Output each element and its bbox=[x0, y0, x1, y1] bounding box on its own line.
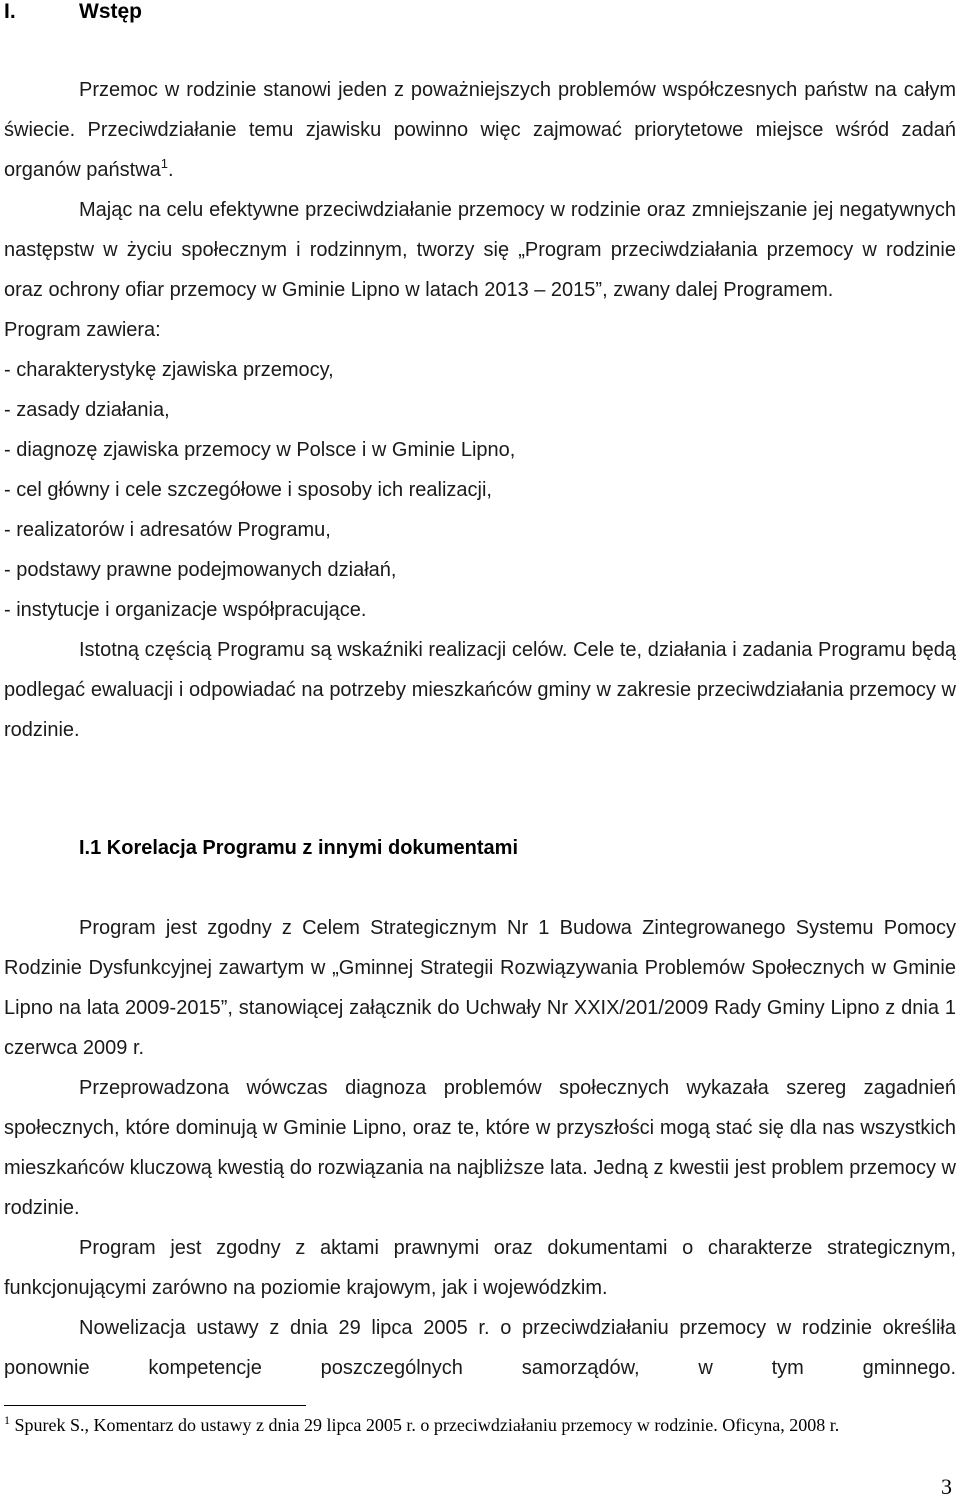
section-paragraph-4: Nowelizacja ustawy z dnia 29 lipca 2005 r. o przeciwdziałaniu przemocy w rodzinie określiła ponownie kompetencje poszczególnych samorządów, w tym gminnego. bbox=[4, 1317, 956, 1379]
section-heading: I.1 Korelacja Programu z innymi dokumentami bbox=[79, 837, 519, 859]
chapter-title: Wstęp bbox=[79, 0, 142, 23]
footnote-number: 1 bbox=[4, 1413, 10, 1427]
list-item: - cel główny i cele szczegółowe i sposoby ich realizacji, bbox=[4, 479, 492, 501]
intro-paragraph-2: Mając na celu efektywne przeciwdziałanie przemocy w rodzinie oraz zmniejszanie jej negatywnych następstw w życiu społecznym i rodzinnym, tworzy się „Program przeciwdziałania przemocy w rodzinie oraz ochrony ofiar przemocy w Gminie Lipno w latach 2013 – 2015”, zwany dalej Programem. bbox=[4, 199, 956, 301]
section-paragraph-2: Przeprowadzona wówczas diagnoza problemów społecznych wykazała szereg zagadnień społecznych, które dominują w Gminie Lipno, oraz te, które w przyszłości mogą stać się dla nas wszystkich mieszkańców kluczową kwestią do rozwiązania na najbliższe lata. Jedną z kwestii jest problem przemocy w rodzinie. bbox=[4, 1077, 956, 1219]
document-page bbox=[4, 0, 956, 1501]
footnote-text: Spurek S., Komentarz do ustawy z dnia 29 lipca 2005 r. o przeciwdziałaniu przemocy w rodzinie. Oficyna, 2008 r. bbox=[14, 1415, 840, 1435]
intro-paragraph-1: Przemoc w rodzinie stanowi jeden z poważniejszych problemów współczesnych państw na całym świecie. Przeciwdziałanie temu zjawisku powinno więc zajmować priorytetowe miejsce wśród zadań organów państwa$^1$. bbox=[4, 79, 956, 181]
list-item: - realizatorów i adresatów Programu, bbox=[4, 519, 331, 541]
list-item: - podstawy prawne podejmowanych działań, bbox=[4, 559, 397, 581]
list-item: - zasady działania, bbox=[4, 399, 170, 421]
footnote-reference: 1 bbox=[160, 156, 169, 171]
section-paragraph-3: Program jest zgodny z aktami prawnymi oraz dokumentami o charakterze strategicznym, funkcjonującymi zarówno na poziomie krajowym, jak i wojewódzkim. bbox=[4, 1237, 956, 1299]
list-item: - instytucje i organizacje współpracujące. bbox=[4, 599, 367, 621]
intro-paragraph-3: Istotną częścią Programu są wskaźniki realizacji celów. Cele te, działania i zadania Programu będą podlegać ewaluacji i odpowiadać na potrzeby mieszkańców gminy w zakresie przeciwdziałania przemocy w rodzinie. bbox=[4, 639, 956, 741]
list-intro: Program zawiera: bbox=[4, 319, 161, 341]
intro-section bbox=[4, 70, 956, 750]
chapter-number: I. bbox=[4, 0, 16, 23]
list-item: - diagnozę zjawiska przemocy w Polsce i w Gminie Lipno, bbox=[4, 439, 516, 461]
list-item: - charakterystykę zjawiska przemocy, bbox=[4, 359, 334, 381]
section-paragraph-1: Program jest zgodny z Celem Strategicznym Nr 1 Budowa Zintegrowanego Systemu Pomocy Rodzinie Dysfunkcyjnej zawartym w „Gminnej Strategii Rozwiązywania Problemów Społecznych w Gminie Lipno na lata 2009-2015”, stanowiącej załącznik do Uchwały Nr XXIX/201/2009 Rady Gminy Lipno z dnia 1 czerwca 2009 r. bbox=[4, 917, 956, 1059]
footnote bbox=[4, 1413, 944, 1438]
correlation-section bbox=[4, 908, 956, 1388]
page-number: 3 bbox=[941, 1474, 952, 1499]
chapter-heading bbox=[4, 0, 142, 24]
footnote-separator bbox=[4, 1405, 306, 1406]
